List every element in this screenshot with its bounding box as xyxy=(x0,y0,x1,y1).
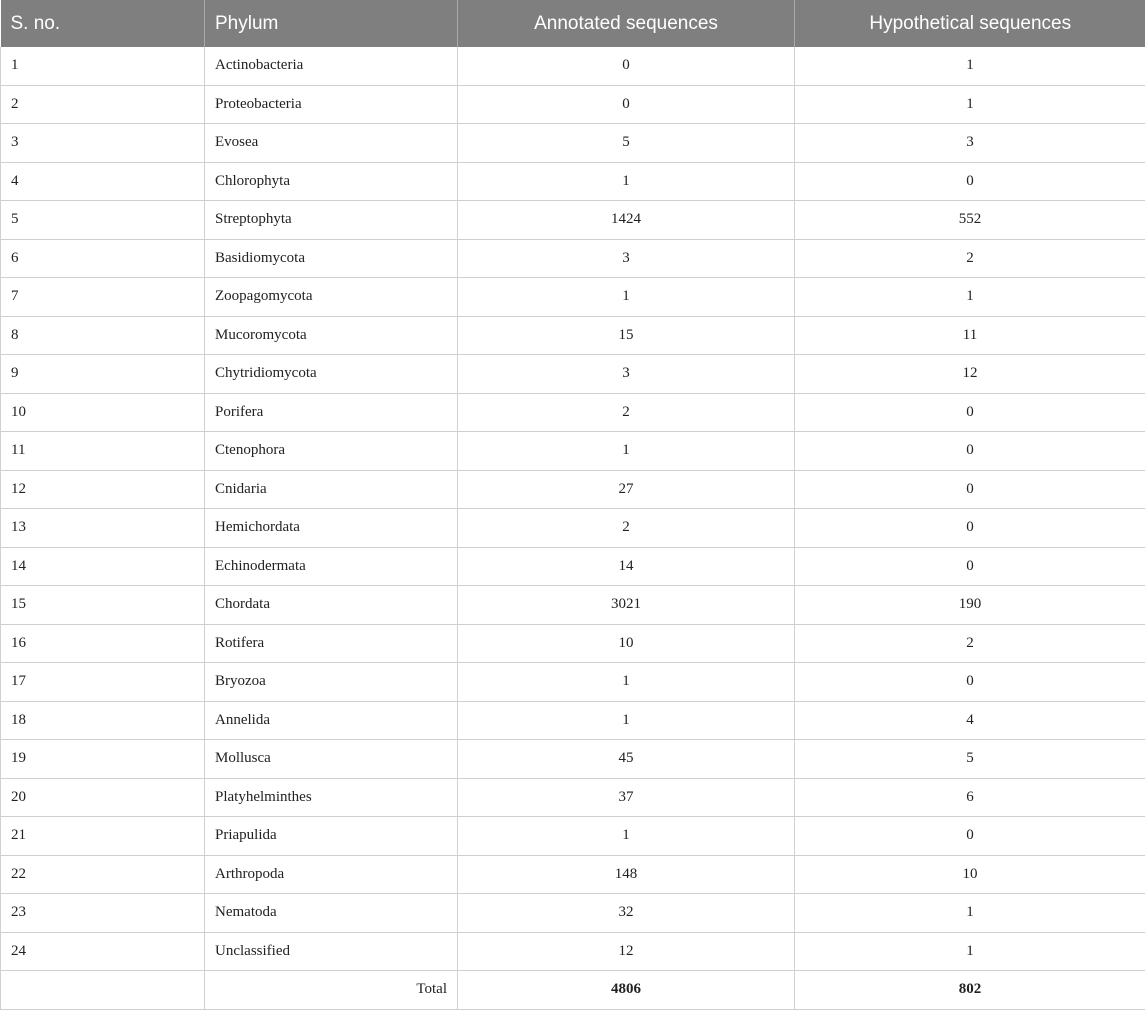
table-row xyxy=(1,701,1145,740)
cell-sno: 20 xyxy=(1,778,205,817)
cell-hypothetical: 3 xyxy=(795,124,1145,163)
cell-sno: 24 xyxy=(1,932,205,971)
cell-sno: 11 xyxy=(1,432,205,471)
cell-annotated: 32 xyxy=(458,894,795,933)
cell-hypothetical: 0 xyxy=(795,547,1145,586)
cell-hypothetical: 552 xyxy=(795,201,1145,240)
table-header xyxy=(1,0,1145,47)
cell-hypothetical: 0 xyxy=(795,432,1145,471)
cell-phylum: Arthropoda xyxy=(205,855,458,894)
total-sno xyxy=(1,971,205,1010)
cell-hypothetical: 0 xyxy=(795,663,1145,702)
header-sno: S. no. xyxy=(1,0,205,47)
cell-sno: 10 xyxy=(1,393,205,432)
header-phylum: Phylum xyxy=(205,0,458,47)
cell-hypothetical: 5 xyxy=(795,740,1145,779)
table-row xyxy=(1,932,1145,971)
cell-annotated: 148 xyxy=(458,855,795,894)
cell-phylum: Chlorophyta xyxy=(205,162,458,201)
cell-hypothetical: 1 xyxy=(795,894,1145,933)
table-row xyxy=(1,817,1145,856)
cell-phylum: Cnidaria xyxy=(205,470,458,509)
cell-phylum: Echinodermata xyxy=(205,547,458,586)
cell-annotated: 2 xyxy=(458,393,795,432)
cell-phylum: Mollusca xyxy=(205,740,458,779)
cell-annotated: 15 xyxy=(458,316,795,355)
cell-hypothetical: 0 xyxy=(795,470,1145,509)
table-row xyxy=(1,355,1145,394)
cell-phylum: Chordata xyxy=(205,586,458,625)
table-row xyxy=(1,432,1145,471)
cell-sno: 8 xyxy=(1,316,205,355)
cell-hypothetical: 0 xyxy=(795,817,1145,856)
cell-hypothetical: 2 xyxy=(795,239,1145,278)
total-label: Total xyxy=(205,971,458,1010)
cell-hypothetical: 2 xyxy=(795,624,1145,663)
cell-sno: 2 xyxy=(1,85,205,124)
cell-phylum: Proteobacteria xyxy=(205,85,458,124)
cell-annotated: 3 xyxy=(458,239,795,278)
table-row xyxy=(1,894,1145,933)
table-row xyxy=(1,855,1145,894)
cell-phylum: Annelida xyxy=(205,701,458,740)
header-annotated: Annotated sequences xyxy=(458,0,795,47)
cell-hypothetical: 1 xyxy=(795,85,1145,124)
table-row xyxy=(1,316,1145,355)
table-row xyxy=(1,162,1145,201)
cell-annotated: 0 xyxy=(458,47,795,85)
cell-phylum: Evosea xyxy=(205,124,458,163)
cell-phylum: Chytridiomycota xyxy=(205,355,458,394)
cell-hypothetical: 4 xyxy=(795,701,1145,740)
table-row xyxy=(1,239,1145,278)
cell-annotated: 1424 xyxy=(458,201,795,240)
cell-phylum: Rotifera xyxy=(205,624,458,663)
cell-annotated: 1 xyxy=(458,701,795,740)
cell-phylum: Nematoda xyxy=(205,894,458,933)
cell-sno: 12 xyxy=(1,470,205,509)
cell-hypothetical: 1 xyxy=(795,932,1145,971)
cell-annotated: 45 xyxy=(458,740,795,779)
cell-phylum: Actinobacteria xyxy=(205,47,458,85)
total-hypothetical: 802 xyxy=(795,971,1145,1010)
cell-annotated: 1 xyxy=(458,162,795,201)
cell-annotated: 3021 xyxy=(458,586,795,625)
cell-sno: 1 xyxy=(1,47,205,85)
cell-phylum: Bryozoa xyxy=(205,663,458,702)
cell-hypothetical: 10 xyxy=(795,855,1145,894)
cell-phylum: Hemichordata xyxy=(205,509,458,548)
header-row xyxy=(1,0,1145,47)
cell-phylum: Mucoromycota xyxy=(205,316,458,355)
table-row xyxy=(1,201,1145,240)
cell-sno: 13 xyxy=(1,509,205,548)
cell-phylum: Streptophyta xyxy=(205,201,458,240)
table-row xyxy=(1,547,1145,586)
cell-annotated: 37 xyxy=(458,778,795,817)
cell-sno: 3 xyxy=(1,124,205,163)
cell-annotated: 10 xyxy=(458,624,795,663)
cell-sno: 21 xyxy=(1,817,205,856)
cell-hypothetical: 0 xyxy=(795,509,1145,548)
header-hypothetical: Hypothetical sequences xyxy=(795,0,1145,47)
cell-phylum: Porifera xyxy=(205,393,458,432)
cell-annotated: 1 xyxy=(458,432,795,471)
cell-sno: 6 xyxy=(1,239,205,278)
cell-annotated: 3 xyxy=(458,355,795,394)
cell-phylum: Unclassified xyxy=(205,932,458,971)
table-row xyxy=(1,740,1145,779)
table-row xyxy=(1,778,1145,817)
table-row xyxy=(1,470,1145,509)
table-row xyxy=(1,278,1145,317)
cell-hypothetical: 12 xyxy=(795,355,1145,394)
cell-hypothetical: 6 xyxy=(795,778,1145,817)
cell-annotated: 0 xyxy=(458,85,795,124)
cell-hypothetical: 190 xyxy=(795,586,1145,625)
cell-annotated: 1 xyxy=(458,817,795,856)
cell-hypothetical: 1 xyxy=(795,278,1145,317)
cell-phylum: Platyhelminthes xyxy=(205,778,458,817)
cell-annotated: 1 xyxy=(458,663,795,702)
cell-annotated: 5 xyxy=(458,124,795,163)
table-row xyxy=(1,393,1145,432)
total-annotated: 4806 xyxy=(458,971,795,1010)
cell-sno: 14 xyxy=(1,547,205,586)
cell-hypothetical: 0 xyxy=(795,393,1145,432)
cell-sno: 18 xyxy=(1,701,205,740)
cell-sno: 22 xyxy=(1,855,205,894)
table-row xyxy=(1,124,1145,163)
cell-sno: 4 xyxy=(1,162,205,201)
cell-sno: 5 xyxy=(1,201,205,240)
cell-phylum: Basidiomycota xyxy=(205,239,458,278)
cell-sno: 15 xyxy=(1,586,205,625)
cell-phylum: Ctenophora xyxy=(205,432,458,471)
table-row xyxy=(1,624,1145,663)
cell-sno: 19 xyxy=(1,740,205,779)
cell-annotated: 14 xyxy=(458,547,795,586)
cell-annotated: 12 xyxy=(458,932,795,971)
table-row xyxy=(1,663,1145,702)
cell-sno: 23 xyxy=(1,894,205,933)
table-row xyxy=(1,586,1145,625)
cell-annotated: 27 xyxy=(458,470,795,509)
cell-sno: 16 xyxy=(1,624,205,663)
cell-annotated: 1 xyxy=(458,278,795,317)
cell-annotated: 2 xyxy=(458,509,795,548)
table-body xyxy=(1,47,1145,1009)
cell-hypothetical: 1 xyxy=(795,47,1145,85)
total-row xyxy=(1,971,1145,1010)
cell-phylum: Zoopagomycota xyxy=(205,278,458,317)
table-row xyxy=(1,509,1145,548)
table-row xyxy=(1,47,1145,85)
cell-phylum: Priapulida xyxy=(205,817,458,856)
cell-hypothetical: 11 xyxy=(795,316,1145,355)
cell-sno: 7 xyxy=(1,278,205,317)
cell-sno: 17 xyxy=(1,663,205,702)
cell-hypothetical: 0 xyxy=(795,162,1145,201)
table-row xyxy=(1,85,1145,124)
cell-sno: 9 xyxy=(1,355,205,394)
